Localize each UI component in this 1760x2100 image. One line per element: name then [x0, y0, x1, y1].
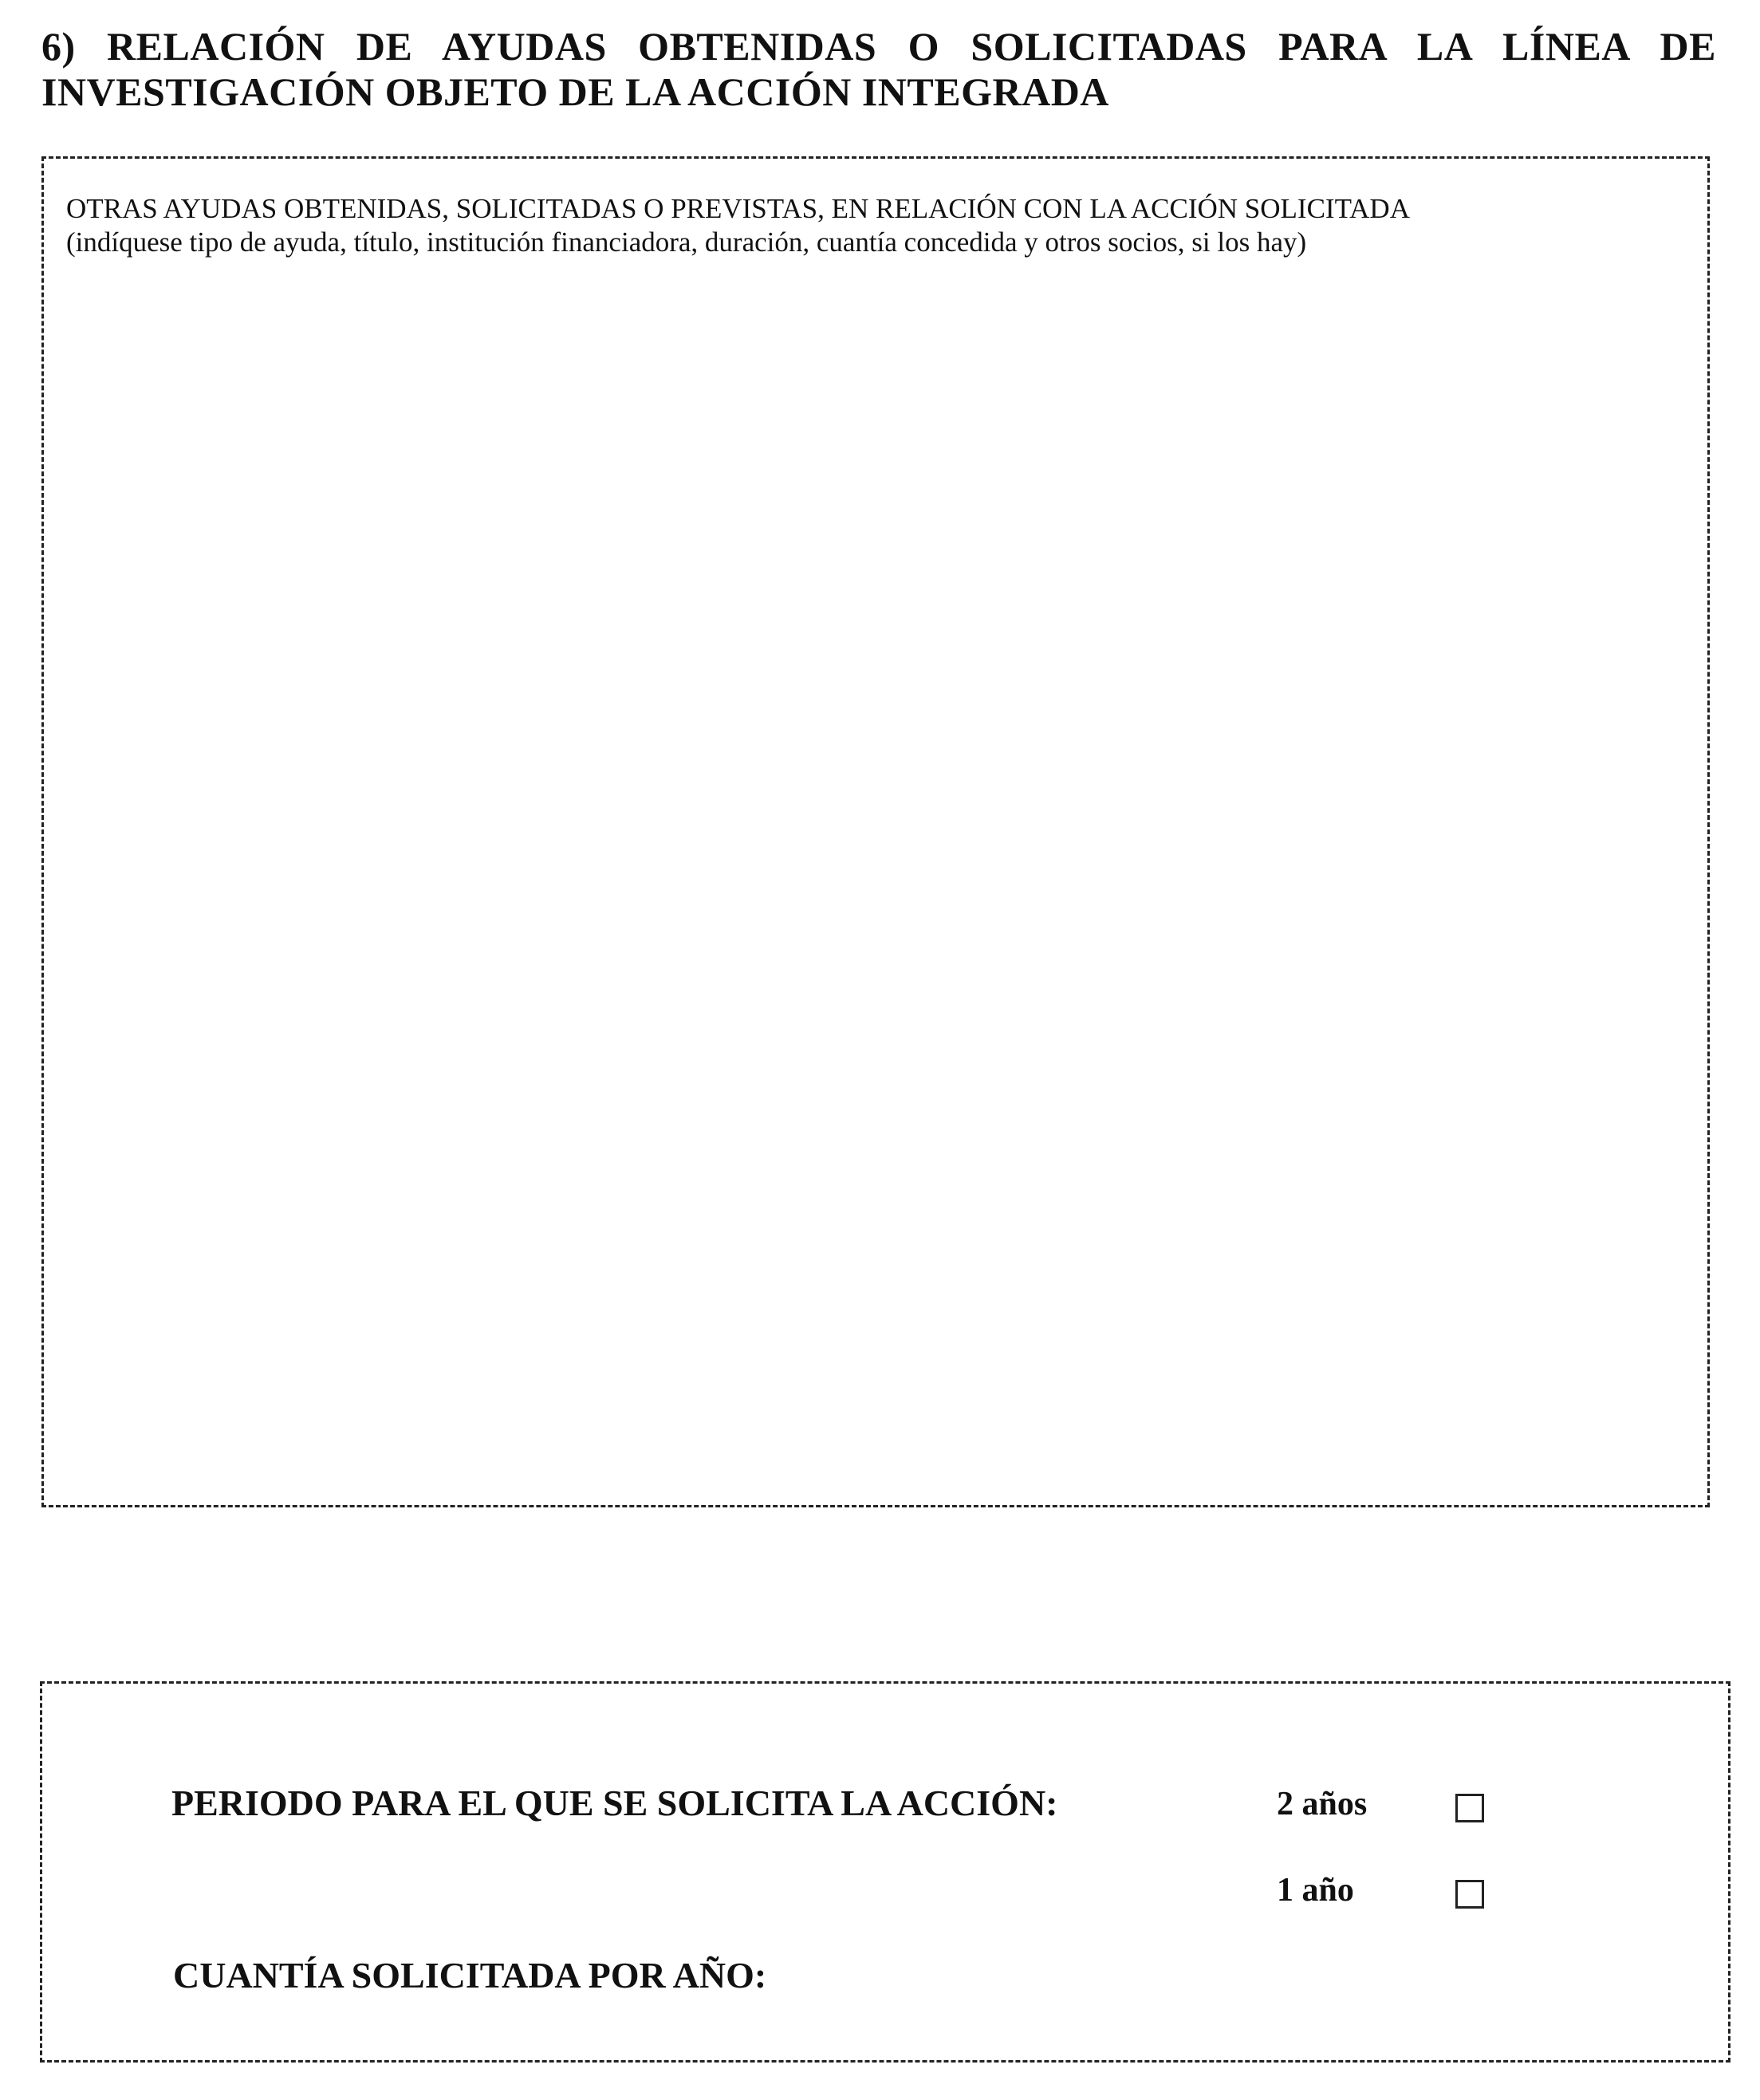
- two-years-checkbox[interactable]: [1455, 1794, 1484, 1822]
- option-two-years-label: 2 años: [1277, 1786, 1368, 1822]
- other-aids-label-instructions: (indíquese tipo de ayuda, título, institución financiadora, duración, cuantía concedida y otros socios, si los hay): [66, 227, 1307, 258]
- section-heading-line-2: INVESTIGACIÓN OBJETO DE LA ACCIÓN INTEGRADA: [41, 69, 1109, 114]
- other-aids-label-title: OTRAS AYUDAS OBTENIDAS, SOLICITADAS O PREVISTAS, EN RELACIÓN CON LA ACCIÓN SOLICITADA: [66, 193, 1410, 224]
- section-heading: [41, 24, 1716, 115]
- option-one-year-label: 1 año: [1277, 1872, 1354, 1909]
- one-year-checkbox[interactable]: [1455, 1880, 1484, 1909]
- period-label: PERIODO PARA EL QUE SE SOLICITA LA ACCIÓN:: [171, 1783, 1058, 1823]
- period-box: [40, 1681, 1730, 2063]
- amount-per-year-label: CUANTÍA SOLICITADA POR AÑO:: [173, 1955, 767, 1996]
- other-aids-field[interactable]: [41, 156, 1710, 1507]
- other-aids-label: [66, 192, 1410, 259]
- section-heading-line-1: 6) RELACIÓN DE AYUDAS OBTENIDAS O SOLICITADAS PARA LA LÍNEA DE: [41, 24, 1716, 69]
